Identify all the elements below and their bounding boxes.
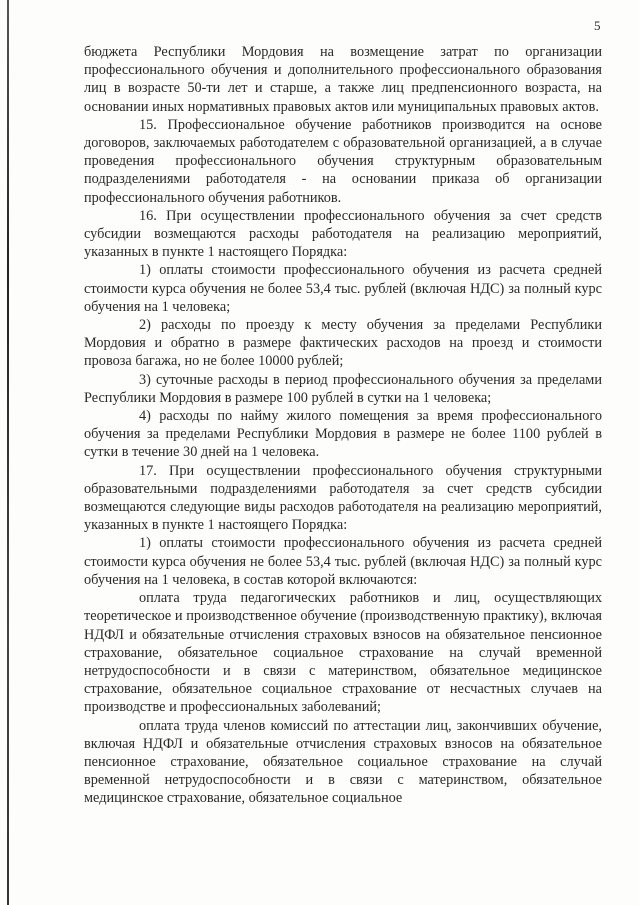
paragraph-item-16: 16. При осуществлении профессионального обучения за счет средств субсидии возмещаются расходы работодателя на реализацию мероприятий, указанных в пункте 1 настоящего Порядка:: [84, 207, 602, 261]
paragraph-17-expense-commission: оплата труда членов комиссий по аттестации лиц, закончивших обучение, включая НДФЛ и обязательные отчисления страховых взносов на обязательное пенсионное страхование, обязательное социальное страхование на случай временной нетрудоспособности и в связи с материнством, обязательное медицинское страхование, обязательное социальное: [84, 717, 602, 807]
paragraph-item-17: 17. При осуществлении профессионального обучения структурными образовательными подразделениями работодателя за счет средств субсидии возмещаются следующие виды расходов работодателя на реализацию мероприятий, указанных в пункте 1 настоящего Порядка:: [84, 462, 602, 534]
paragraph-16-subitem-2: 2) расходы по проезду к месту обучения за пределами Республики Мордовия и обратно в размере фактических расходов на проезд и стоимости провоза багажа, но не более 10000 рублей;: [84, 317, 602, 370]
page-number: 5: [594, 18, 601, 33]
document-body: [84, 43, 602, 812]
paragraph-16-subitem-4: 4) расходы по найму жилого помещения за время профессионального обучения за пределами Республики Мордовия в размере не более 1100 рублей в сутки в течение 30 дней на 1 человека.: [84, 408, 602, 461]
scan-edge-shadow: [7, 0, 9, 905]
paragraph-16-subitem-3: 3) суточные расходы в период профессионального обучения за пределами Республики Мордовия в размере 100 рублей в сутки на 1 человека;: [84, 371, 602, 406]
paragraph-17-subitem-1: 1) оплаты стоимости профессионального обучения из расчета средней стоимости курса обучения не более 53,4 тыс. рублей (включая НДС) за полный курс обучения на 1 человека, в состав которой включаются:: [84, 535, 602, 588]
paragraph-continuation: бюджета Республики Мордовия на возмещение затрат по организации профессионального обучения и дополнительного профессионального образования лиц в возрасте 50-ти лет и старше, а также лиц предпенсионного возраста, на основании иных нормативных правовых актов или муниципальных правовых актов.: [84, 44, 602, 115]
paragraph-item-15: 15. Профессиональное обучение работников производится на основе договоров, заключаемых работодателем с образовательной организацией, а в случае проведения профессионального обучения структурным образовательным подразделениями работодателя - на основании приказа об организации профессионального обучения работников.: [84, 116, 602, 206]
paragraph-16-subitem-1: 1) оплаты стоимости профессионального обучения из расчета средней стоимости курса обучения не более 53,4 тыс. рублей (включая НДС) за полный курс обучения на 1 человека;: [84, 262, 602, 315]
paragraph-17-expense-teachers: оплата труда педагогических работников и лиц, осуществляющих теоретическое и производственное обучение (производственную практику), включая НДФЛ и обязательные отчисления страховых взносов на обязательное пенсионное страхование, обязательное социальное страхование на случай временной нетрудоспособности и в связи с материнством, обязательное медицинское страхование, обязательное социальное страхование от несчастных случаев на производстве и профессиональных заболеваний;: [84, 590, 602, 716]
